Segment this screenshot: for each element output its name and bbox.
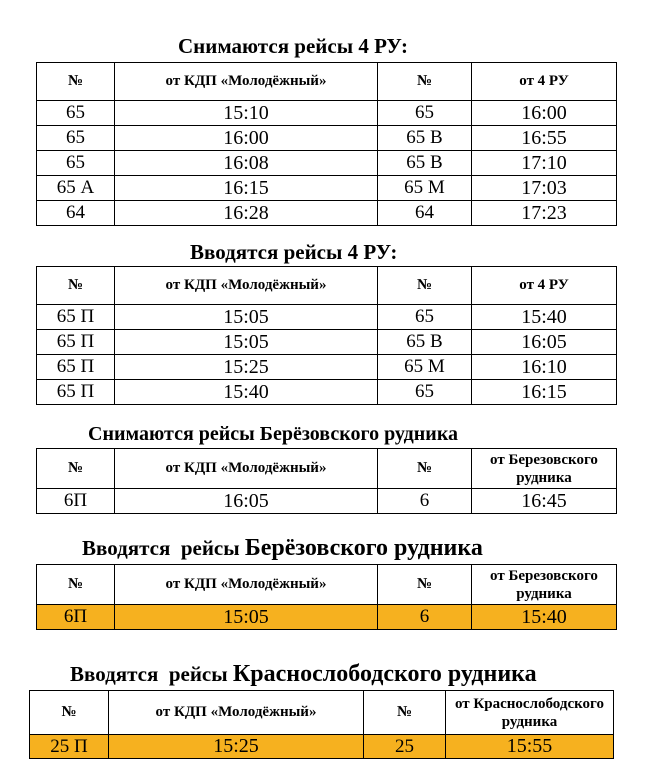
cell-time: 16:55: [472, 126, 617, 151]
cell-number: 65 П: [37, 380, 115, 405]
cell-number: 25 П: [30, 735, 109, 759]
table-row: [37, 176, 617, 201]
cell-number: 65 П: [37, 330, 115, 355]
table-header-row: [37, 565, 617, 605]
cell-time: 17:23: [472, 201, 617, 226]
cell-number: 65: [378, 380, 472, 405]
cell-time: 15:25: [109, 735, 364, 759]
header-from-4ru: от 4 РУ: [472, 267, 617, 305]
header-number: №: [378, 565, 472, 605]
table3-title: Снимаются рейсы Берёзовского рудника: [88, 423, 459, 445]
cell-time: 17:10: [472, 151, 617, 176]
header-number: №: [30, 691, 109, 735]
header-from-berezovsky-mine: от Березовского рудника: [472, 565, 617, 605]
table-header-row: [37, 449, 617, 489]
cell-time: 15:40: [472, 605, 617, 630]
cell-time: 15:05: [115, 605, 378, 630]
removed-trips-berezovsky-table: [36, 448, 617, 514]
table-header-row: [37, 63, 617, 101]
header-number: №: [378, 267, 472, 305]
table4-title-prefix: Вводятся рейсы: [82, 536, 245, 560]
cell-time: 16:10: [472, 355, 617, 380]
header-from-kdp: от КДП «Молодёжный»: [115, 63, 378, 101]
cell-number: 65 М: [378, 355, 472, 380]
header-number: №: [364, 691, 446, 735]
cell-time: 15:05: [115, 305, 378, 330]
header-number: №: [378, 63, 472, 101]
cell-number: 6: [378, 489, 472, 514]
cell-time: 15:40: [115, 380, 378, 405]
table-row: [37, 380, 617, 405]
cell-number: 65 В: [378, 151, 472, 176]
added-trips-berezovsky-table: [36, 564, 617, 630]
table5-title: [70, 661, 537, 688]
cell-number: 65 П: [37, 355, 115, 380]
table4-title-emph: Берёзовского рудника: [244, 535, 483, 561]
cell-number: 65 В: [378, 330, 472, 355]
cell-time: 15:55: [446, 735, 614, 759]
table-row: [37, 201, 617, 226]
added-trips-4ru-table: [36, 266, 617, 405]
table-row: [37, 305, 617, 330]
cell-number: 65: [378, 101, 472, 126]
cell-time: 15:25: [115, 355, 378, 380]
cell-number: 6П: [37, 605, 115, 630]
cell-time: 16:08: [115, 151, 378, 176]
cell-time: 15:40: [472, 305, 617, 330]
header-from-berezovsky-mine: от Березовского рудника: [472, 449, 617, 489]
table-row-highlighted: [37, 605, 617, 630]
cell-number: 6: [378, 605, 472, 630]
cell-number: 65 М: [378, 176, 472, 201]
cell-time: 16:05: [115, 489, 378, 514]
cell-time: 17:03: [472, 176, 617, 201]
header-number: №: [37, 267, 115, 305]
header-from-kdp: от КДП «Молодёжный»: [115, 449, 378, 489]
table1-title: Снимаются рейсы 4 РУ:: [178, 34, 409, 58]
cell-number: 65: [37, 151, 115, 176]
cell-time: 16:15: [472, 380, 617, 405]
cell-number: 64: [37, 201, 115, 226]
header-from-4ru: от 4 РУ: [472, 63, 617, 101]
table-row: [37, 355, 617, 380]
cell-number: 65 П: [37, 305, 115, 330]
cell-number: 65 А: [37, 176, 115, 201]
cell-time: 16:00: [472, 101, 617, 126]
table2-title: Вводятся рейсы 4 РУ:: [190, 240, 398, 264]
table-header-row: [30, 691, 614, 735]
cell-number: 65: [37, 126, 115, 151]
cell-time: 15:10: [115, 101, 378, 126]
table4-title: [82, 535, 483, 562]
header-number: №: [37, 565, 115, 605]
table5-title-emph: Краснослободского рудника: [232, 661, 537, 687]
table-row: [37, 101, 617, 126]
cell-time: 16:45: [472, 489, 617, 514]
header-number: №: [378, 449, 472, 489]
header-number: №: [37, 449, 115, 489]
table-row: [37, 330, 617, 355]
table-header-row: [37, 267, 617, 305]
cell-time: 16:00: [115, 126, 378, 151]
cell-time: 16:05: [472, 330, 617, 355]
cell-number: 65: [37, 101, 115, 126]
header-from-kdp: от КДП «Молодёжный»: [115, 565, 378, 605]
added-trips-krasnoslobodsky-table: [29, 690, 614, 759]
table-row: [37, 489, 617, 514]
cell-time: 16:15: [115, 176, 378, 201]
header-number: №: [37, 63, 115, 101]
cell-number: 6П: [37, 489, 115, 514]
cell-number: 65: [378, 305, 472, 330]
table-row: [37, 151, 617, 176]
cell-number: 25: [364, 735, 446, 759]
header-from-kdp: от КДП «Молодёжный»: [115, 267, 378, 305]
cell-number: 65 В: [378, 126, 472, 151]
cell-time: 15:05: [115, 330, 378, 355]
header-from-krasnoslobodsky-mine: от Краснослободского рудника: [446, 691, 614, 735]
table-row-highlighted: [30, 735, 614, 759]
table-row: [37, 126, 617, 151]
cell-time: 16:28: [115, 201, 378, 226]
header-from-kdp: от КДП «Молодёжный»: [109, 691, 364, 735]
removed-trips-4ru-table: [36, 62, 617, 226]
cell-number: 64: [378, 201, 472, 226]
table5-title-prefix: Вводятся рейсы: [70, 662, 233, 686]
